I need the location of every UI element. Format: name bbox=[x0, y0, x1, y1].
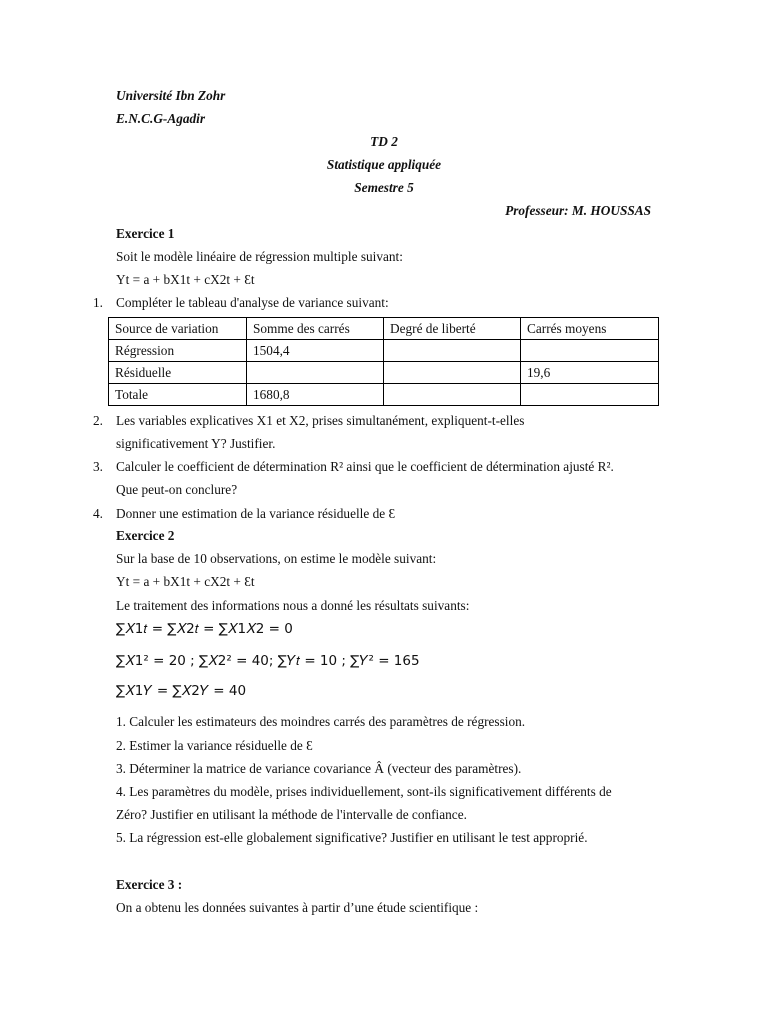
table-row bbox=[109, 384, 659, 406]
exercise-2-question-3: 3. Déterminer la matrice de variance covariance Â (vecteur des paramètres). bbox=[116, 761, 522, 776]
table-cell: 19,6 bbox=[521, 362, 659, 384]
exercise-1-question-4: Donner une estimation de la variance résiduelle de Ɛ bbox=[116, 506, 396, 521]
exercise-3-intro: On a obtenu les données suivantes à partir d’une étude scientifique : bbox=[116, 900, 479, 915]
exercise-2-title: Exercice 2 bbox=[116, 528, 175, 543]
equation-1: ∑𝑋1𝑡 = ∑𝑋2𝑡 = ∑𝑋1𝑋2 = 0 bbox=[116, 621, 293, 637]
td-title: TD 2 bbox=[370, 134, 398, 149]
exercise-2-model: Yt = a + bX1t + cX2t + Ɛt bbox=[116, 574, 255, 589]
university-name: Université Ibn Zohr bbox=[116, 88, 226, 103]
exercise-1-intro: Soit le modèle linéaire de régression multiple suivant: bbox=[116, 249, 403, 264]
table-cell bbox=[247, 362, 384, 384]
exercise-2-results-intro: Le traitement des informations nous a donné les résultats suivants: bbox=[116, 598, 470, 613]
anova-table bbox=[108, 317, 659, 406]
exercise-1-title: Exercice 1 bbox=[116, 226, 175, 241]
equation-2: ∑𝑋1² = 20 ; ∑𝑋2² = 40; ∑𝑌𝑡 = 10 ; ∑𝑌² = 165 bbox=[116, 653, 420, 669]
table-cell: Totale bbox=[109, 384, 247, 406]
exercise-2-question-4-cont: Zéro? Justifier en utilisant la méthode de l'intervalle de confiance. bbox=[116, 807, 467, 822]
table-row bbox=[109, 362, 659, 384]
exercise-1-question-2-cont: significativement Y? Justifier. bbox=[116, 436, 276, 451]
question-number: 1. bbox=[93, 295, 103, 310]
table-cell: 1680,8 bbox=[247, 384, 384, 406]
equation-3: ∑𝑋1𝑌 = ∑𝑋2𝑌 = 40 bbox=[116, 683, 247, 699]
table-cell bbox=[384, 384, 521, 406]
question-number: 2. bbox=[93, 413, 103, 428]
table-cell: Régression bbox=[109, 340, 247, 362]
table-header-cell: Degré de liberté bbox=[384, 318, 521, 340]
table-header-cell: Somme des carrés bbox=[247, 318, 384, 340]
professor-name: Professeur: M. HOUSSAS bbox=[505, 203, 651, 218]
table-header-cell: Source de variation bbox=[109, 318, 247, 340]
table-header-cell: Carrés moyens bbox=[521, 318, 659, 340]
exercise-3-title: Exercice 3 : bbox=[116, 877, 183, 892]
exercise-2-question-4: 4. Les paramètres du modèle, prises individuellement, sont-ils significativement différents de bbox=[116, 784, 612, 799]
question-number: 3. bbox=[93, 459, 103, 474]
exercise-2-question-2: 2. Estimer la variance résiduelle de Ɛ bbox=[116, 738, 313, 753]
subject-title: Statistique appliquée bbox=[326, 157, 442, 172]
table-row bbox=[109, 340, 659, 362]
exercise-2-question-1: 1. Calculer les estimateurs des moindres carrés des paramètres de régression. bbox=[116, 714, 526, 729]
exercise-2-intro: Sur la base de 10 observations, on estime le modèle suivant: bbox=[116, 551, 437, 566]
table-cell bbox=[521, 340, 659, 362]
school-name: E.N.C.G-Agadir bbox=[116, 111, 206, 126]
question-number: 4. bbox=[93, 506, 103, 521]
exercise-2-question-5: 5. La régression est-elle globalement significative? Justifier en utilisant le test approprié. bbox=[116, 830, 588, 845]
table-cell: 1504,4 bbox=[247, 340, 384, 362]
table-cell bbox=[384, 362, 521, 384]
exercise-1-question-2: Les variables explicatives X1 et X2, prises simultanément, expliquent-t-elles bbox=[116, 413, 525, 428]
exercise-1-model: Yt = a + bX1t + cX2t + Ɛt bbox=[116, 272, 255, 287]
table-cell: Résiduelle bbox=[109, 362, 247, 384]
exercise-1-question-3-cont: Que peut-on conclure? bbox=[116, 482, 238, 497]
table-cell bbox=[384, 340, 521, 362]
exercise-1-question-3: Calculer le coefficient de détermination R² ainsi que le coefficient de détermination ajusté R². bbox=[116, 459, 614, 474]
table-cell bbox=[521, 384, 659, 406]
semester-title: Semestre 5 bbox=[354, 180, 414, 195]
exercise-1-question-1: Compléter le tableau d'analyse de variance suivant: bbox=[116, 295, 389, 310]
table-header-row bbox=[109, 318, 659, 340]
